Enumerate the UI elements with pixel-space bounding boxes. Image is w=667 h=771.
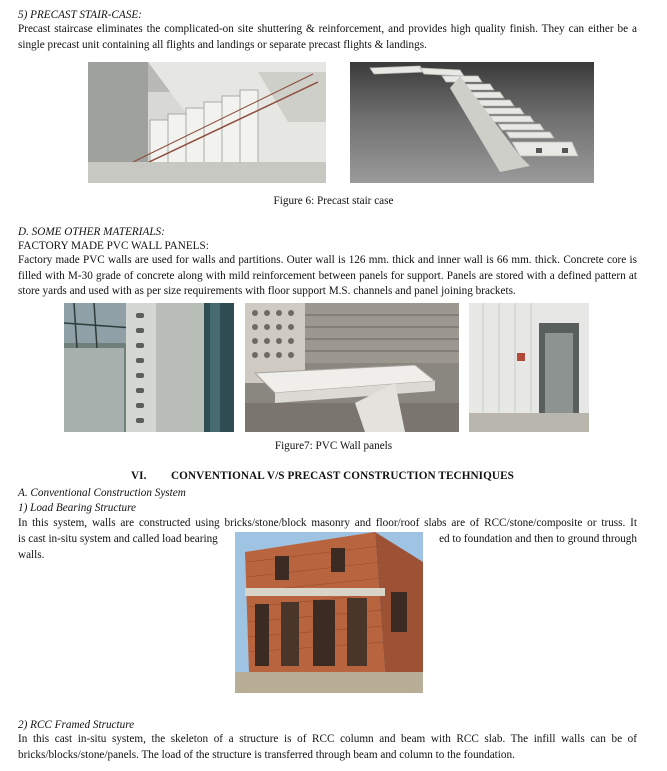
load-bearing-line1: In this system, walls are constructed using bricks/stone/block masonry and floor/roof slabs are of RCC/stone/composite or truss. It	[18, 517, 637, 529]
load-bearing-line2-right: ed to foundation and then to ground through	[439, 533, 637, 545]
other-materials-heading: D. SOME OTHER MATERIALS:	[18, 226, 165, 238]
pvc-panels-subheading: FACTORY MADE PVC WALL PANELS:	[18, 240, 209, 252]
rcc-framed-paragraph: In this cast in-situ system, the skeleton of a structure is of RCC column and beam with RCC slab. The infill walls can be of bricks/blocks/stone/panels. The load of the structure is transferred through beam and column to the foundation.	[18, 733, 637, 761]
load-bearing-heading: 1) Load Bearing Structure	[18, 502, 136, 514]
pvc-panel-photo-site	[64, 303, 234, 432]
section-vi-number: VI.	[131, 470, 147, 482]
stair-photo-interior	[88, 62, 326, 183]
load-bearing-line3: walls.	[18, 549, 45, 561]
precast-stair-paragraph: Precast staircase eliminates the complicated-on site shuttering & reinforcement, and provides high quality finish. They can either be a single precast unit containing all flights and landings or separate precast flights & landings.	[18, 23, 637, 51]
pvc-panel-photo-stack	[245, 303, 459, 432]
stair-render	[350, 62, 594, 183]
rcc-framed-heading: 2) RCC Framed Structure	[18, 719, 135, 731]
load-bearing-brick-photo	[235, 532, 423, 693]
pvc-panels-paragraph: Factory made PVC walls are used for walls and partitions. Outer wall is 126 mm. thick and inner wall is 66 mm. thick. Concrete core is filled with M-30 grade of concrete along with mild reinforcement between panels for support. Panels are stored with a defined pattern at store yards and used with as per size requirements with floor support M.S. channels and panel joining brackets.	[18, 254, 637, 297]
figure6-caption: Figure 6: Precast stair case	[273, 195, 394, 207]
precast-stair-heading: 5) PRECAST STAIR-CASE:	[18, 9, 142, 21]
load-bearing-line2-left: is cast in-situ system and called load bearing	[18, 533, 218, 545]
section-vi-title: CONVENTIONAL V/S PRECAST CONSTRUCTION TECHNIQUES	[171, 470, 514, 482]
conventional-system-heading: A. Conventional Construction System	[18, 487, 186, 499]
pvc-panel-photo-room	[469, 303, 589, 432]
figure7-caption: Figure7: PVC Wall panels	[274, 440, 393, 452]
